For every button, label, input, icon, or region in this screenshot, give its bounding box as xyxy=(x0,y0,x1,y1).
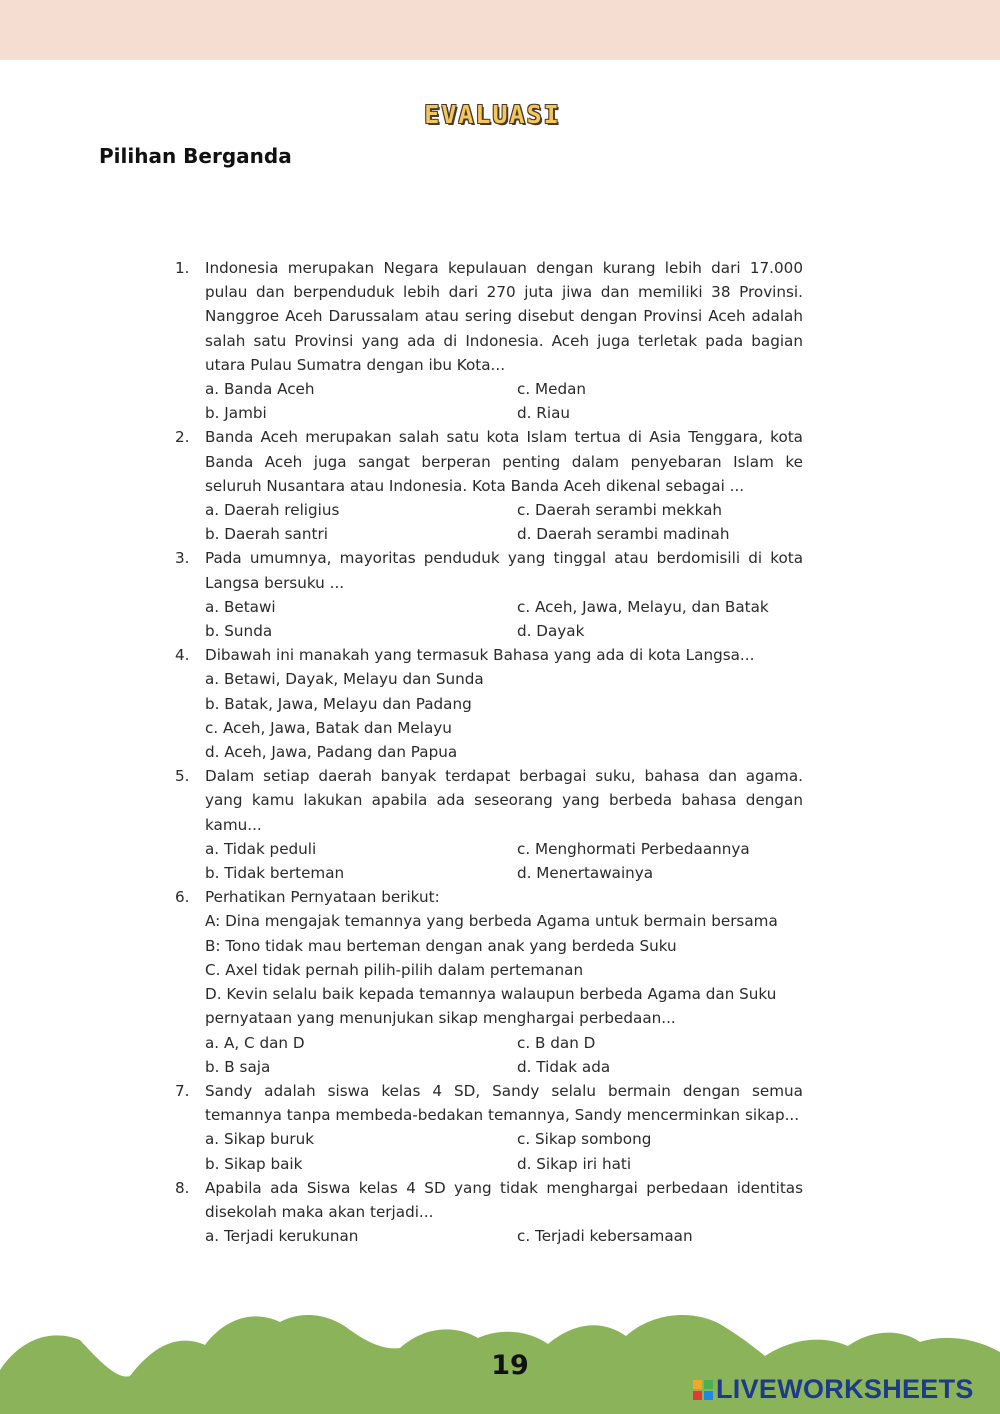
question-text: Indonesia merupakan Negara kepulauan dengan kurang lebih dari 17.000 pulau dan berpenduduk lebih dari 270 juta jiwa dan memiliki 38 Provinsi. Nanggroe Aceh Darussalam atau sering disebut dengan Provinsi Aceh adalah salah satu Provinsi yang ada di Indonesia. Aceh juga terletak pada bagian utara Pulau Sumatra dengan ibu Kota... xyxy=(205,259,803,374)
question-number: 7. xyxy=(175,1081,190,1100)
answer-options xyxy=(205,667,803,764)
option-c[interactable]: c. Aceh, Jawa, Melayu, dan Batak xyxy=(517,597,769,616)
statement-prompt: pernyataan yang menunjukan sikap menghargai perbedaan... xyxy=(205,1009,676,1028)
answer-options xyxy=(205,837,803,885)
option-b[interactable]: b. Tidak berteman xyxy=(205,864,345,883)
option-b[interactable]: b. Sunda xyxy=(205,622,273,641)
option-a[interactable]: a. Betawi, Dayak, Melayu dan Sunda xyxy=(205,670,484,689)
question-list xyxy=(175,256,803,1248)
statement-b: B: Tono tidak mau berteman dengan anak yang berdeda Suku xyxy=(205,936,677,955)
question-text: Banda Aceh merupakan salah satu kota Islam tertua di Asia Tenggara, kota Banda Aceh juga sangat berperan penting dalam penyebaran Islam ke seluruh Nusantara atau Indonesia. Kota Banda Aceh dikenal sebagai ... xyxy=(205,428,803,495)
option-b[interactable]: b. Batak, Jawa, Melayu dan Padang xyxy=(205,694,472,713)
question-number: 4. xyxy=(175,646,190,665)
liveworksheets-brand[interactable] xyxy=(693,1374,974,1405)
section-title: Pilihan Berganda xyxy=(99,144,292,168)
question-number: 3. xyxy=(175,549,190,568)
statement-d: D. Kevin selalu baik kepada temannya walaupun berbeda Agama dan Suku xyxy=(205,985,777,1004)
page-number: 19 xyxy=(491,1350,529,1381)
top-header-band xyxy=(0,0,1000,60)
option-c[interactable]: c. B dan D xyxy=(517,1033,596,1052)
page-title: EVALUASI xyxy=(424,100,561,129)
option-a[interactable]: a. Banda Aceh xyxy=(205,380,315,399)
option-a[interactable]: a. Sikap buruk xyxy=(205,1130,315,1149)
question-text: Pada umumnya, mayoritas penduduk yang tinggal atau berdomisili di kota Langsa bersuku ... xyxy=(205,549,803,592)
question-text: Perhatikan Pernyataan berikut: xyxy=(205,888,440,907)
option-c[interactable]: c. Aceh, Jawa, Batak dan Melayu xyxy=(205,718,452,737)
question-7 xyxy=(175,1079,803,1176)
option-d[interactable]: d. Sikap iri hati xyxy=(517,1154,632,1173)
option-d[interactable]: d. Riau xyxy=(517,404,571,423)
question-text: Dibawah ini manakah yang termasuk Bahasa yang ada di kota Langsa... xyxy=(205,646,755,665)
option-d[interactable]: d. Daerah serambi madinah xyxy=(517,525,730,544)
option-a[interactable]: a. A, C dan D xyxy=(205,1033,305,1052)
question-3 xyxy=(175,546,803,643)
question-5 xyxy=(175,764,803,885)
option-d[interactable]: d. Aceh, Jawa, Padang dan Papua xyxy=(205,743,458,762)
question-text: Sandy adalah siswa kelas 4 SD, Sandy selalu bermain dengan semua temannya tanpa membeda-bedakan temannya, Sandy mencerminkan sikap... xyxy=(205,1081,803,1125)
option-b[interactable]: b. B saja xyxy=(205,1057,271,1076)
answer-options xyxy=(205,377,803,425)
statement-c: C. Axel tidak pernah pilih-pilih dalam pertemanan xyxy=(205,960,584,979)
option-a[interactable]: a. Tidak peduli xyxy=(205,839,317,858)
liveworksheets-logo-icon xyxy=(693,1380,713,1400)
question-number: 2. xyxy=(175,428,190,447)
statement-a: A: Dina mengajak temannya yang berbeda Agama untuk bermain bersama xyxy=(205,912,778,931)
question-4 xyxy=(175,643,803,764)
option-d[interactable]: d. Tidak ada xyxy=(517,1057,611,1076)
option-d[interactable]: d. Dayak xyxy=(517,622,585,641)
option-b[interactable]: b. Sikap baik xyxy=(205,1154,303,1173)
question-1 xyxy=(175,256,803,425)
question-text: Dalam setiap daerah banyak terdapat berbagai suku, bahasa dan agama. yang kamu lakukan apabila ada seseorang yang berbeda bahasa dengan kamu... xyxy=(205,767,803,834)
option-b[interactable]: b. Jambi xyxy=(205,404,267,423)
question-2 xyxy=(175,425,803,546)
option-c[interactable]: c. Sikap sombong xyxy=(517,1130,652,1149)
question-number: 6. xyxy=(175,888,190,907)
question-text: Apabila ada Siswa kelas 4 SD yang tidak menghargai perbedaan identitas disekolah maka akan terjadi... xyxy=(205,1178,803,1221)
option-c[interactable]: c. Medan xyxy=(517,380,587,399)
answer-options xyxy=(205,498,803,546)
brand-name: LIVEWORKSHEETS xyxy=(716,1374,974,1404)
option-c[interactable]: c. Menghormati Perbedaannya xyxy=(517,839,750,858)
option-d[interactable]: d. Menertawainya xyxy=(517,864,654,883)
question-8 xyxy=(175,1176,803,1249)
option-a[interactable]: a. Terjadi kerukunan xyxy=(205,1227,359,1246)
question-number: 8. xyxy=(175,1178,190,1197)
question-number: 1. xyxy=(175,259,190,277)
answer-options xyxy=(205,1224,803,1248)
option-a[interactable]: a. Betawi xyxy=(205,597,276,616)
question-number: 5. xyxy=(175,767,190,786)
answer-options xyxy=(205,1127,803,1175)
option-c[interactable]: c. Daerah serambi mekkah xyxy=(517,501,723,520)
option-b[interactable]: b. Daerah santri xyxy=(205,525,328,544)
question-6 xyxy=(175,885,803,1079)
option-c[interactable]: c. Terjadi kebersamaan xyxy=(517,1227,693,1246)
option-a[interactable]: a. Daerah religius xyxy=(205,501,340,520)
answer-options xyxy=(205,595,803,643)
answer-options xyxy=(205,1031,803,1079)
